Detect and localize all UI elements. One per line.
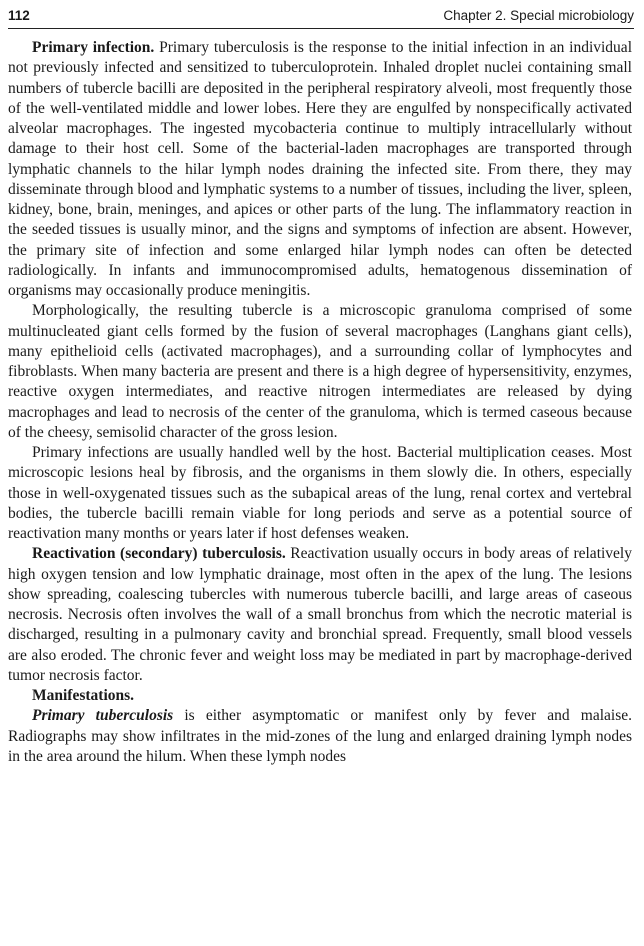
- paragraph-primary-infection: Primary infection. Primary tuberculosis is the response to the initial infection in an individual not previously infected and sensitized to tuberculoprotein. Inhaled droplet nuclei containing small numbers of tubercle bacilli are deposited in the peripheral respiratory alveoli, most frequently those of the well-ventilated middle and lower lobes. Here they are engulfed by nonspecifically activated alveolar macrophages. The ingested mycobacteria continue to multiply intracellularly without damage to their host cell. Some of the bacterial-laden macrophages are transported through lymphatic channels to the hilar lymph nodes draining the infected site. From there, they may disseminate through blood and lymphatic systems to a number of tissues, including the liver, spleen, kidney, bone, brain, meninges, and apices or other parts of the lung. The inflammatory reaction in the seeded tissues is usually minor, and the signs and symptoms of infection are absent. However, the primary site of infection and some enlarged hilar lymph nodes can often be detected radiologically. In infants and immunocompromised adults, hematogenous dissemination of organisms may occasionally produce meningitis.: [8, 39, 632, 299]
- paragraph-reactivation: Reactivation (secondary) tuberculosis. Reactivation usually occurs in body areas of relatively high oxygen tension and low lymphatic drainage, most often in the apex of the lung. The lesions show spreading, coalescing tubercles with numerous tubercle bacilli, and large areas of caseous necrosis. Necrosis often involves the wall of a small bronchus from which the necrotic material is discharged, resulting in a pulmonary cavity and bronchial spread. Frequently, small blood vessels are also eroded. The chronic fever and weight loss may be mediated in part by macrophage-derived tumor necrosis factor.: [8, 545, 632, 684]
- paragraph-manifestations: [8, 686, 632, 706]
- paragraph-morphology: Morphologically, the resulting tubercle is a microscopic granuloma comprised of some multinucleated giant cells formed by the fusion of several macrophages (Langhans giant cells), many epithelioid cells (activated macrophages), and a surrounding collar of lymphocytes and fibroblasts. When many bacteria are present and there is a high degree of hypersensitivity, enzymes, reactive oxygen intermediates, and reactive nitrogen intermediates are released by dying macrophages and lead to necrosis of the center of the granuloma, which is termed caseous because of the cheesy, semisolid character of the gross lesion.: [8, 302, 632, 441]
- paragraph-primary-tuberculosis: Primary tuberculosis is either asymptomatic or manifest only by fever and malaise. Radiographs may show infiltrates in the mid-zones of the lung and enlarged draining lymph nodes in the area around the hilum. When these lymph nodes: [8, 707, 632, 765]
- chapter-title: Chapter 2. Special microbiology: [443, 8, 634, 23]
- body-text: [8, 38, 632, 767]
- heading-reactivation: Reactivation (secondary) tuberculosis.: [32, 545, 286, 563]
- heading-manifestations: Manifestations.: [32, 687, 135, 704]
- running-header: [8, 6, 634, 29]
- page-number: 112: [8, 8, 30, 23]
- paragraph-primary-outcome: Primary infections are usually handled well by the host. Bacterial multiplication ceases. Most microscopic lesions heal by fibrosis, and the organisms in them slowly die. In others, especially those in well-oxygenated tissues such as the subapical areas of the lung, renal cortex and vertebral bodies, the tubercle bacilli remain viable for long periods and serve as a potential source of reactivation many months or years later if host defenses weaken.: [8, 444, 632, 542]
- term-primary-tuberculosis: Primary tuberculosis: [32, 707, 174, 725]
- heading-primary-infection: Primary infection.: [32, 39, 155, 56]
